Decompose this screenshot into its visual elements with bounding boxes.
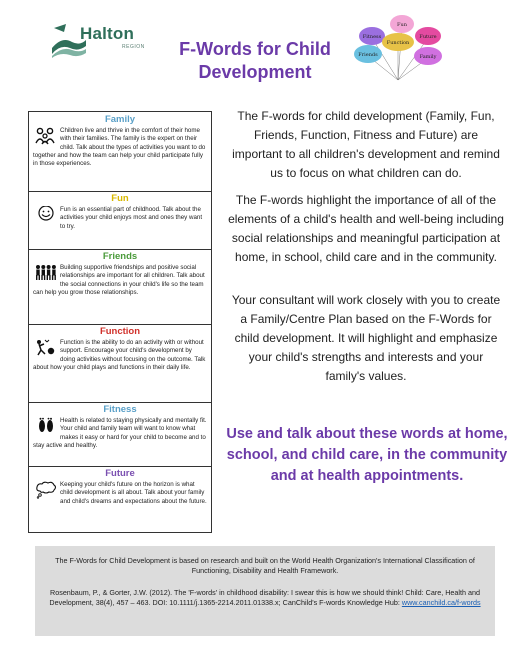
canchild-link[interactable]: www.canchild.ca/f-words bbox=[401, 597, 481, 607]
paragraph-consultant: Your consultant will work closely with you to create a Family/Centre Plan based on the F-Words for child development. It will highlight and emphasize your child's strengths and interests and your family's values. bbox=[231, 293, 501, 383]
balloon-label: Family bbox=[419, 54, 437, 60]
section-future bbox=[29, 466, 211, 532]
section-text: Fun is an essential part of childhood. Talk about the activities your child enjoys most and ones they want to try. bbox=[60, 206, 203, 230]
citation-text: Rosenbaum, P., & Gorter, J.W. (2012). The 'F-words' in childhood disability: I swear this is how we should think! Child: Care, Health and Development, 38(4), 457 – 463. DOI: 10.1111/j.1365-2214.2011.01338.x; CanChild's F-words Knowledge Hub: bbox=[49, 588, 480, 607]
section-text: Health is related to staying physically and mentally fit. Your child and family team will want to know what makes it easy or hard for your child to become and to stay active and healthy. bbox=[33, 417, 207, 449]
section-text: Keeping your child's future on the horizon is what child development is all about. Talk about your family and child's dreams and expectations about the future. bbox=[60, 481, 207, 505]
smiley-icon bbox=[35, 206, 57, 224]
paragraph-intro: The F-words for child development (Family, Fun, Friends, Function, Fitness and Future) are important to all children's development and remind us to focus on what children can do. bbox=[232, 109, 500, 180]
balloon-label: Function bbox=[386, 40, 410, 46]
footer-reference bbox=[35, 546, 495, 636]
family-icon bbox=[35, 127, 57, 145]
section-function bbox=[29, 324, 211, 403]
balloon-label: Fun bbox=[397, 22, 407, 28]
section-title: Fun bbox=[111, 193, 129, 204]
title-line-2: Development bbox=[198, 62, 312, 82]
f-words-sidebar bbox=[28, 111, 212, 533]
balloons-image bbox=[352, 14, 444, 84]
thought-cloud-icon bbox=[35, 481, 57, 499]
paragraph-highlight: The F-words highlight the importance of all of the elements of a child's health and well-being including social relationships and meaningful participation at home, in school, child care and in the community. bbox=[228, 193, 504, 264]
footer-citation bbox=[39, 588, 491, 607]
balloon-label: Friends bbox=[358, 52, 378, 58]
section-fun bbox=[29, 191, 211, 250]
call-to-action: Use and talk about these words at home, school, and child care, in the community and at health appointments. bbox=[226, 426, 508, 484]
friends-icon bbox=[35, 264, 57, 282]
footprints-icon bbox=[35, 417, 57, 435]
section-fitness bbox=[29, 402, 211, 467]
halton-region-logo bbox=[52, 22, 145, 62]
section-text: Children live and thrive in the comfort of their home with their families. The family is the expert on their child. Talk about the types of activities you want to do together and how the team can help your child participate fully in those experiences. bbox=[33, 127, 206, 168]
logo-subtitle: REGION bbox=[122, 44, 145, 50]
section-text: Function is the ability to do an activity with or without support. Encourage your child's development by doing activities without focusing on the outcome. Talk about how your child plays and functions in their daily life. bbox=[33, 339, 206, 371]
section-text: Building supportive friendships and positive social relationships are important for all children. Talk about the social connections in your child's life so the team can help you grow those relationships. bbox=[33, 264, 205, 296]
balloon-label: Future bbox=[419, 34, 437, 40]
page-title bbox=[150, 38, 360, 84]
section-family bbox=[29, 112, 211, 192]
footer-statement: The F-Words for Child Development is based on research and built on the World Health Organization's International Classification of Functioning, Disability and Health Framework. bbox=[55, 556, 475, 575]
title-line-1: F-Words for Child bbox=[179, 39, 331, 59]
section-title: Fitness bbox=[103, 404, 137, 415]
balloon-label: Fitness bbox=[362, 34, 382, 40]
logo-text: Halton bbox=[80, 24, 135, 43]
function-icon bbox=[35, 339, 57, 357]
section-title: Family bbox=[104, 114, 136, 125]
section-title: Future bbox=[105, 468, 135, 479]
section-title: Friends bbox=[102, 251, 138, 262]
section-friends bbox=[29, 249, 211, 325]
section-title: Function bbox=[99, 326, 141, 337]
